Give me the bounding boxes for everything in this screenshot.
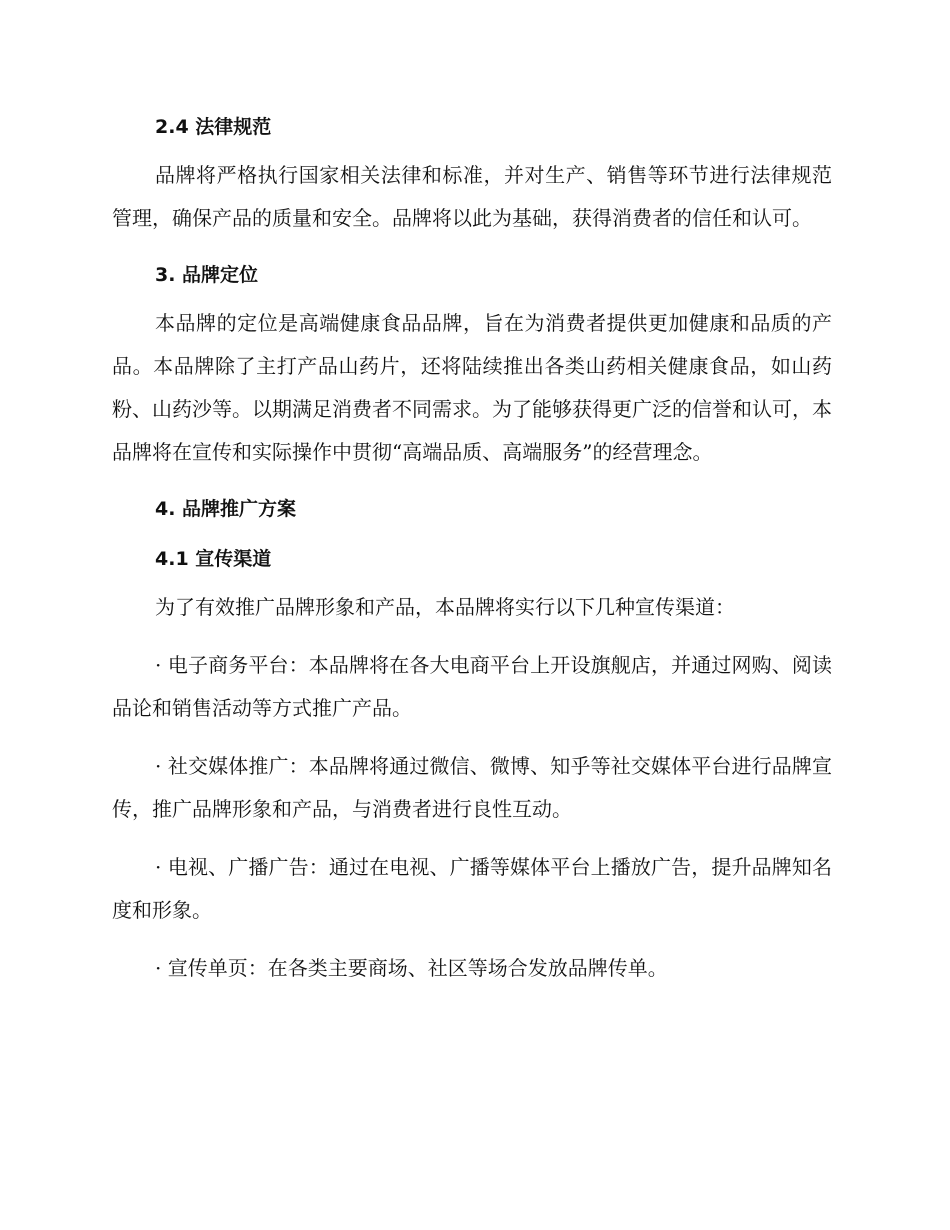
paragraph-legal: 品牌将严格执行国家相关法律和标准，并对生产、销售等环节进行法律规范管理，确保产品的质量和安全。品牌将以此为基础，获得消费者的信任和认可。: [112, 163, 832, 230]
section-heading-channels: 4.1 宣传渠道: [155, 548, 272, 570]
list-item-flyers: · 宣传单页：在各类主要商场、社区等场合发放品牌传单。: [155, 956, 668, 980]
list-item-social-media: · 社交媒体推广：本品牌将通过微信、微博、知乎等社交媒体平台进行品牌宣传，推广品牌形象和产品，与消费者进行良性互动。: [112, 754, 832, 821]
paragraph-positioning: 本品牌的定位是高端健康食品品牌，旨在为消费者提供更加健康和品质的产品。本品牌除了主打产品山药片，还将陆续推出各类山药相关健康食品，如山药粉、山药沙等。以期满足消费者不同需求。为了能够获得更广泛的信誉和认可，本品牌将在宣传和实际操作中贯彻“高端品质、高端服务”的经营理念。: [112, 311, 832, 464]
list-item-ecommerce: · 电子商务平台：本品牌将在各大电商平台上开设旗舰店，并通过网购、阅读品论和销售活动等方式推广产品。: [112, 653, 832, 720]
list-item-tv-radio: · 电视、广播广告：通过在电视、广播等媒体平台上播放广告，提升品牌知名度和形象。: [112, 855, 832, 922]
document-body: [112, 112, 832, 990]
section-heading-positioning: 3. 品牌定位: [155, 264, 259, 286]
paragraph-channels-intro: 为了有效推广品牌形象和产品，本品牌将实行以下几种宣传渠道：: [155, 595, 735, 619]
section-heading-promotion: 4. 品牌推广方案: [155, 498, 297, 520]
section-heading-legal: 2.4 法律规范: [155, 116, 272, 138]
